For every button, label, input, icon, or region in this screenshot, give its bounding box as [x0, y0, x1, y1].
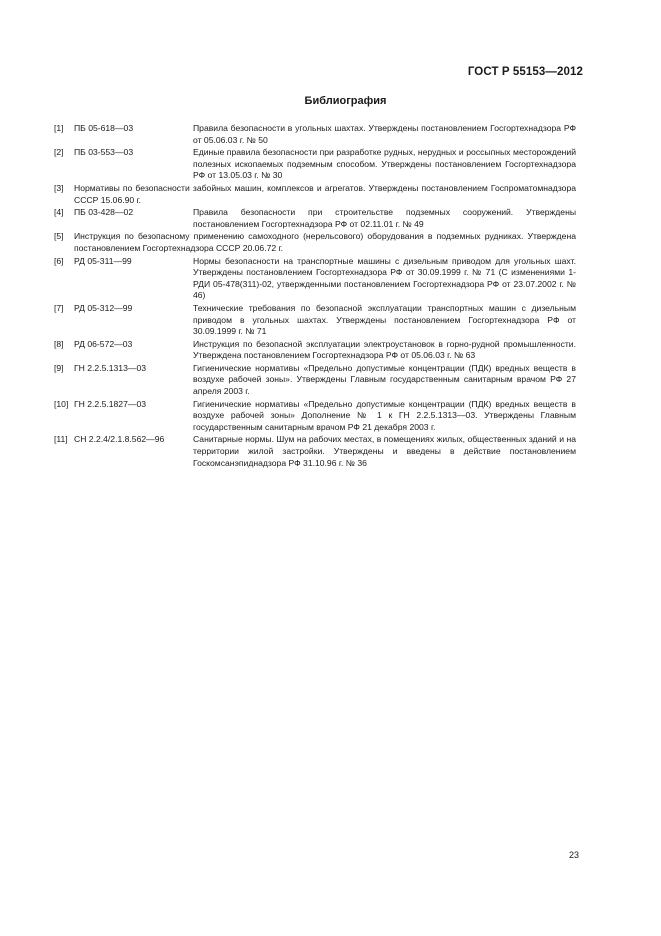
entry-number: [2]: [54, 147, 64, 158]
bibliography-entry: [54, 256, 576, 302]
entry-text: Нормативы по безопасности забойных машин, комплексов и агрегатов. Утверждены постановлением Госпроматомнадзора СССР 15.06.90 г.: [74, 182, 576, 205]
entry-text: Технические требования по безопасной эксплуатации транспортных машин с дизельным приводом в угольных шахтах. Утверждены постановлением Госгортехнадзора РФ от 30.09.1999 г. № 71: [193, 302, 576, 337]
bibliography-entry: [54, 207, 576, 230]
entry-text: Единые правила безопасности при разработке рудных, нерудных и россыпных месторождений полезных ископаемых подземным способом. Утверждены постановлением Госгортехнадзора РФ от 13.05.03 г. № 30: [193, 147, 576, 181]
entry-number: [4]: [54, 207, 64, 218]
entry-number: [5]: [54, 231, 64, 242]
document-id-header: ГОСТ Р 55153—2012: [467, 66, 583, 78]
entry-code: РД 05-311—99: [74, 255, 132, 266]
entry-text: Инструкция по безопасному применению самоходного (нерельсового) оборудования в подземных рудниках. Утверждена постановлением Госгортехнадзора СССР 20.06.72 г.: [74, 231, 576, 253]
entry-text: Санитарные нормы. Шум на рабочих местах, в помещениях жилых, общественных зданий и на территории жилой застройки. Утверждены и введены в действие постановлением Госкомсанэпиднадзора РФ 31.10.96 г. № 36: [193, 434, 576, 468]
entry-code: РД 06-572—03: [74, 338, 133, 349]
entry-number: [10]: [54, 398, 69, 409]
entry-code: ПБ 03-428—02: [74, 207, 134, 218]
entry-number: [8]: [54, 338, 64, 349]
entry-text: Правила безопасности в угольных шахтах. Утверждены постановлением Госгортехнадзора РФ от 05.06.03 г. № 50: [193, 123, 576, 145]
entry-code: ГН 2.2.5.1827—03: [74, 398, 147, 409]
entry-number: [9]: [54, 362, 64, 373]
entry-number: [6]: [54, 255, 64, 266]
page-title: Библиография: [304, 95, 387, 107]
entry-code: РД 05-312—99: [74, 302, 133, 313]
bibliography-entry: [54, 231, 576, 254]
entry-text: Гигиенические нормативы «Предельно допустимые концентрации (ПДК) вредных веществ в воздухе рабочей зоны» Дополнение № 1 к ГН 2.2.5.1313—03. Утверждены Главным государственным санитарным врачом РФ 21 декабря 2003 г.: [193, 398, 576, 432]
bibliography-entry: [54, 303, 576, 338]
bibliography-entry: [54, 339, 576, 362]
page-number: 23: [568, 850, 579, 860]
entry-text: Инструкция по безопасной эксплуатации электроустановок в горно-рудной промышленности. Утверждена постановлением Госгортехнадзора РФ от 05.06.03 г. № 63: [193, 338, 576, 361]
bibliography-entry: [54, 434, 576, 469]
entry-code: ГН 2.2.5.1313—03: [74, 362, 147, 373]
entry-code: ПБ 03-553—03: [74, 147, 134, 158]
entry-text: Гигиенические нормативы «Предельно допустимые концентрации (ПДК) вредных веществ в воздухе рабочей зоны». Утверждены Главным государственным санитарным врачом РФ 27 апреля 2003 г.: [193, 362, 576, 397]
entry-number: [11]: [54, 434, 68, 445]
entry-number: [3]: [54, 182, 64, 193]
entry-number: [1]: [54, 123, 64, 133]
entry-number: [7]: [54, 302, 64, 313]
bibliography-entry: [54, 363, 576, 398]
entry-text: Правила безопасности при строительстве подземных сооружений. Утверждены постановлением Госгортехнадзора РФ от 02.11.01 г. № 49: [193, 207, 576, 229]
entry-code: СН 2.2.4/2.1.8.562—96: [74, 434, 165, 445]
bibliography-entry: [54, 123, 576, 146]
entry-code: ПБ 05-618—03: [74, 123, 134, 133]
entry-text: Нормы безопасности на транспортные машины с дизельным приводом для угольных шахт. Утверждены постановлением Госгортехнадзора РФ от 30.09.1999 г. № 71 (С изменениями 1-РДИ 05-478(311)-02, утвержденными постановлением Госгортехнадзора РФ от 23.07.2002 г. № 46): [193, 255, 576, 301]
bibliography-entry: [54, 399, 576, 434]
bibliography-list: [54, 123, 576, 470]
bibliography-entry: [54, 147, 576, 182]
bibliography-entry: [54, 183, 576, 206]
